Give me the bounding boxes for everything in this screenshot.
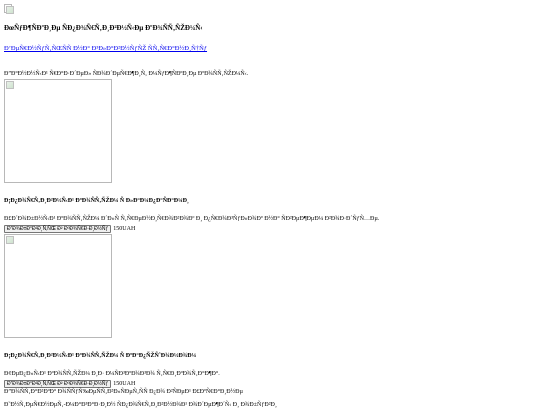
section-intro-text: Ð”Ð°Ð½Ð½Ñ‹Ð¹ Ñ€Ð°Ð·Ð´ÐµÐ» ÑÐ¾Ð´ÐµÑ€Ð¶Ð¸Ñ‚ Ð¼ÑƒÐ¶ÑÐºÐ¸Ðµ ÐºÐ¾ÑÑ‚ÑŽÐ¼Ñ‹. [4,71,249,77]
product-description: Ð£Ð´Ð¾Ð±Ð½Ñ‹Ð¹ ÐºÐ¾ÑÑ‚ÑŽÐ¼ Ð´Ð»Ñ Ñ‚Ñ€ÐµÐ½Ð¸Ñ€Ð¾Ð²Ð¾Ðº Ð¸ Ð¿Ñ€Ð¾Ð³ÑƒÐ»Ð¾Ðº Ð½Ð° ÑÐ²ÐµÐ¶ÐµÐ¼ Ð²Ð¾Ð·Ð´ÑƒÑ…Ðµ. [4,216,380,222]
product-description: Ð¢ÐµÐ¿Ð»Ñ‹Ð¹ ÐºÐ¾ÑÑ‚ÑŽÐ¼ Ð¸Ð· Ð¼ÑÐ³ÐºÐ¾Ð³Ð¾ Ñ‚Ñ€Ð¸ÐºÐ¾Ñ‚Ð°Ð¶Ð°. [4,371,220,377]
product-price: 150UAH [113,225,136,232]
page-title: ÐœÑƒÐ¶ÑÐºÐ¸Ðµ ÑÐ¿Ð¾Ñ€Ñ‚Ð¸Ð²Ð½Ñ‹Ðµ ÐºÐ¾ÑÑ‚ÑŽÐ¼Ñ‹ [4,24,203,32]
add-to-cart-button[interactable]: Ð”Ð¾Ð±Ð°Ð²Ð¸Ñ‚ÑŒ Ð² ÐºÐ¾Ñ€Ð·Ð¸Ð½Ñƒ [4,380,111,388]
back-to-home-link[interactable]: Ð’ÐµÑ€Ð½ÑƒÑ‚ÑŒÑÑ Ð½Ð° Ð³Ð»Ð°Ð²Ð½ÑƒÑŽ ÑÑ‚Ñ€Ð°Ð½Ð¸Ñ†Ñƒ [4,45,208,52]
image-placeholder-icon [6,6,14,14]
page-cutoff-text: Ð˜Ð½Ñ‚ÐµÑ€Ð½ÐµÑ‚-Ð¼Ð°Ð³Ð°Ð·Ð¸Ð½ ÑÐ¿Ð¾Ñ€Ñ‚Ð¸Ð²Ð½Ð¾Ð¹ Ð¾Ð´ÐµÐ¶Ð´Ñ‹ Ð¸ Ð¾Ð±ÑƒÐ²Ð¸ [4,402,277,408]
product-title: Ð¡Ð¿Ð¾Ñ€Ñ‚Ð¸Ð²Ð½Ñ‹Ð¹ ÐºÐ¾ÑÑ‚ÑŽÐ¼ Ñ Ð»Ð°Ð¼Ð¿Ð°ÑÐ°Ð¼Ð¸ [4,198,189,204]
broken-image-icon [4,4,12,13]
image-placeholder-icon [6,81,14,89]
add-to-cart-button[interactable]: Ð”Ð¾Ð±Ð°Ð²Ð¸Ñ‚ÑŒ Ð² ÐºÐ¾Ñ€Ð·Ð¸Ð½Ñƒ [4,225,111,233]
product-buy-row [4,224,536,233]
product-title: Ð¡Ð¿Ð¾Ñ€Ñ‚Ð¸Ð²Ð½Ñ‹Ð¹ ÐºÐ¾ÑÑ‚ÑŽÐ¼ Ñ ÐºÐ°Ð¿ÑŽÑˆÐ¾Ð½Ð¾Ð¼ [4,353,197,359]
product-price: 150UAH [113,380,136,387]
image-placeholder-icon [6,236,14,244]
delivery-note: Ð”Ð¾ÑÑ‚Ð°Ð²ÐºÐ° Ð¾ÑÑƒÑ‰ÐµÑÑ‚Ð²Ð»ÑÐµÑ‚ÑÑ Ð¿Ð¾ Ð²ÑÐµÐ¹ Ð£ÐºÑ€Ð°Ð¸Ð½Ðµ [4,389,243,395]
page-content [4,0,536,396]
product-image [4,234,112,338]
product-image [4,79,112,183]
product-buy-row [4,379,536,388]
